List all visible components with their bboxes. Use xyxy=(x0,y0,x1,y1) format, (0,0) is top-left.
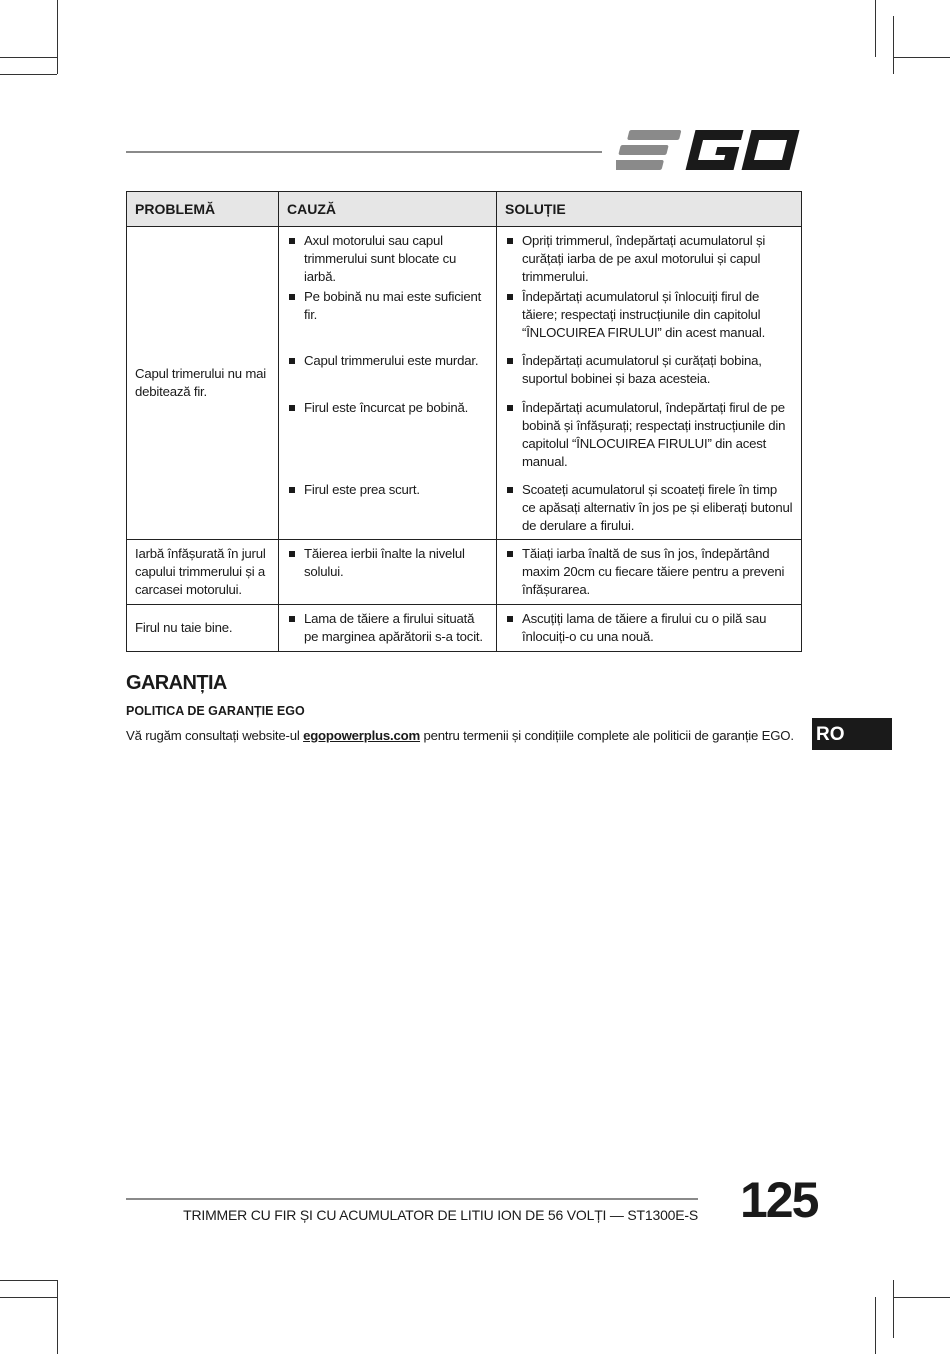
table-row xyxy=(127,540,802,605)
warranty-text-before: Vă rugăm consultați website-ul xyxy=(126,728,304,743)
warranty-text xyxy=(126,728,794,743)
header-solution: SOLUȚIE xyxy=(497,192,802,227)
cause-item: Firul este încurcat pe bobină. xyxy=(287,399,488,471)
table-row xyxy=(127,605,802,652)
footer-rule xyxy=(126,1198,698,1200)
crop-mark xyxy=(893,16,894,74)
crop-mark xyxy=(0,1280,57,1281)
page-number: 125 xyxy=(740,1172,818,1228)
crop-mark xyxy=(893,1297,950,1298)
crop-mark xyxy=(0,74,57,75)
ego-logo xyxy=(616,128,800,172)
footer-title: TRIMMER CU FIR ȘI CU ACUMULATOR DE LITIU ION DE 56 VOLȚI — ST1300E-S xyxy=(183,1207,698,1223)
solution-item: Îndepărtați acumulatorul și înlocuiți firul de tăiere; respectați instrucțiunile din capitolul “ÎNLOCUIREA FIRULUI” din acest manual. xyxy=(505,288,793,342)
cause-cell xyxy=(279,227,497,540)
cause-cell xyxy=(279,605,497,652)
solution-cell xyxy=(497,540,802,605)
solution-item: Îndepărtați acumulatorul, îndepărtați firul de pe bobină și înfășurați; respectați instrucțiunile din capitolul “ÎNLOCUIREA FIRULUI” din acest manual. xyxy=(505,399,793,471)
warranty-subtitle: POLITICA DE GARANȚIE EGO xyxy=(126,704,305,718)
warranty-link[interactable]: egopowerplus.com xyxy=(303,728,421,743)
language-tab: RO xyxy=(812,718,892,750)
troubleshooting-table xyxy=(126,191,802,652)
crop-mark xyxy=(893,1280,894,1338)
problem-cell: Iarbă înfășurată în jurul capului trimmerului și a carcasei motorului. xyxy=(127,540,279,605)
crop-mark xyxy=(57,0,58,74)
cause-cell xyxy=(279,540,497,605)
warranty-title: GARANȚIA xyxy=(126,672,227,694)
table-header-row xyxy=(127,192,802,227)
problem-cell: Firul nu taie bine. xyxy=(127,605,279,652)
table-row xyxy=(127,227,802,540)
warranty-text-after: pentru termenii și condițiile complete ale politicii de garanție EGO. xyxy=(420,728,794,743)
crop-mark xyxy=(875,1297,876,1354)
solution-cell xyxy=(497,605,802,652)
header-rule xyxy=(126,151,602,153)
solution-item: Tăiați iarba înaltă de sus în jos, îndepărtând maxim 20cm cu fiecare tăiere pentru a preveni înfășurarea. xyxy=(505,545,793,599)
header-problem: PROBLEMĂ xyxy=(127,192,279,227)
cause-item: Firul este prea scurt. xyxy=(287,481,488,535)
header-cause: CAUZĂ xyxy=(279,192,497,227)
problem-cell: Capul trimerului nu mai debitează fir. xyxy=(127,227,279,540)
crop-mark xyxy=(57,1280,58,1354)
solution-item: Opriți trimmerul, îndepărtați acumulatorul și curățați iarba de pe axul motorului și capul trimmerului. xyxy=(505,232,793,278)
solution-item: Îndepărtați acumulatorul și curățați bobina, suportul bobinei și baza acesteia. xyxy=(505,352,793,389)
cause-item: Capul trimmerului este murdar. xyxy=(287,352,488,389)
cause-item: Pe bobină nu mai este suficient fir. xyxy=(287,288,488,342)
crop-mark xyxy=(893,57,950,58)
cause-item: Lama de tăiere a firului situată pe marginea apărătorii s-a tocit. xyxy=(287,610,488,646)
cause-item: Tăierea ierbii înalte la nivelul solului. xyxy=(287,545,488,581)
solution-item: Scoateți acumulatorul și scoateți firele în timp ce apăsați alternativ în jos pe și eliberați butonul de derulare a firului. xyxy=(505,481,793,535)
crop-mark xyxy=(0,57,57,58)
solution-cell xyxy=(497,227,802,540)
solution-item: Ascuțiți lama de tăiere a firului cu o pilă sau înlocuiți-o cu una nouă. xyxy=(505,610,793,646)
crop-mark xyxy=(875,0,876,57)
crop-mark xyxy=(0,1297,57,1298)
cause-item: Axul motorului sau capul trimmerului sunt blocate cu iarbă. xyxy=(287,232,488,278)
